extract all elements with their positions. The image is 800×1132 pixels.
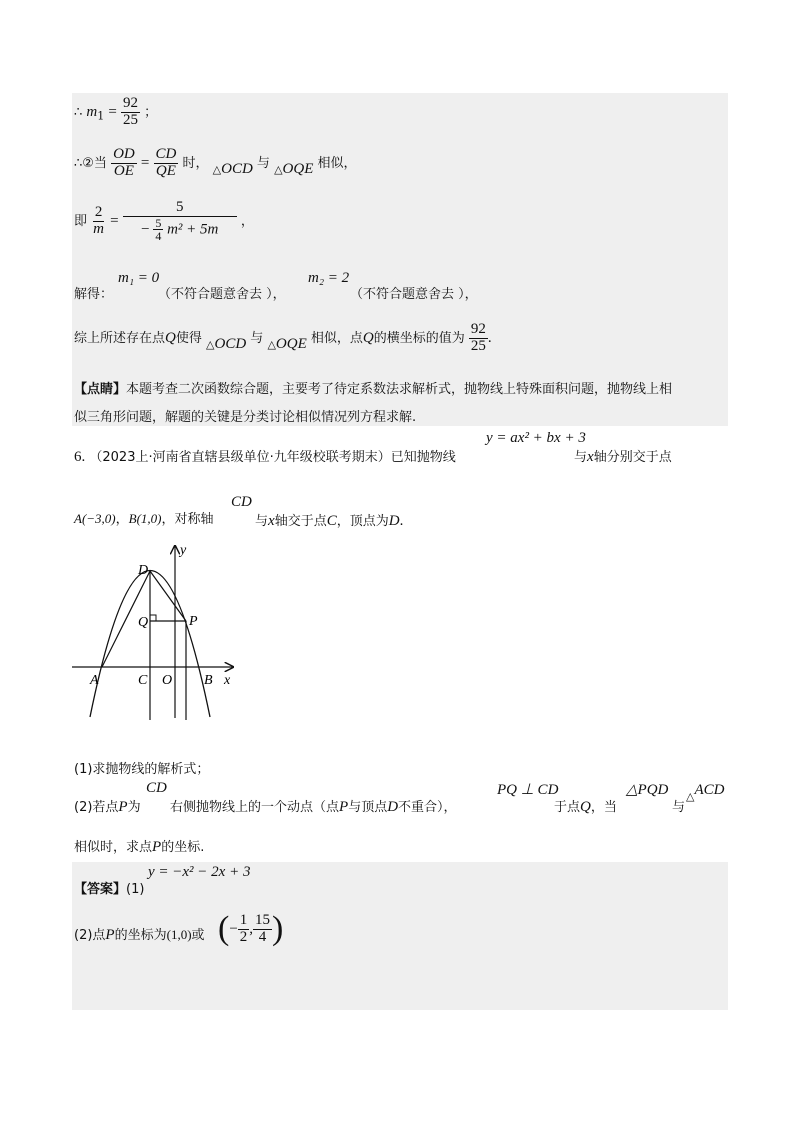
comma: , <box>249 920 254 937</box>
label-c: C <box>138 673 148 688</box>
problem6-line2 <box>74 508 214 527</box>
point-d: D <box>387 799 399 815</box>
numerator: 15 <box>255 911 271 928</box>
numerator: 1 <box>239 911 248 928</box>
point-c: C <box>326 513 337 529</box>
question-text: 相似时，求点 <box>74 840 153 855</box>
point-p: P <box>105 927 115 943</box>
question-text: ，当 <box>590 800 617 815</box>
numerator: 92 <box>470 321 486 337</box>
denominator-tail: m² + 5m <box>167 221 219 238</box>
and-text: 与 <box>256 155 270 171</box>
question-text: 的坐标. <box>161 840 205 855</box>
problem-text: 轴分别交于点 <box>593 450 672 465</box>
comment-tag: 【点睛】 <box>74 382 127 397</box>
var-x: x <box>587 449 594 465</box>
problem-text: ，顶点为 <box>336 514 389 529</box>
label-y: y <box>180 543 187 558</box>
answer-1-label: (1) <box>126 882 145 897</box>
separator: ， <box>115 512 129 527</box>
reject-note-2: （不符合题意舍去 ）， <box>350 287 478 302</box>
comment-text-2: 似三角形问题，解题的关键是分类讨论相似情况列方程求解. <box>74 410 417 425</box>
numerator: OD <box>113 146 135 162</box>
solve-lead: 解得： <box>74 287 114 302</box>
numerator: 2 <box>94 204 103 221</box>
answer-1-equation: y = −x² − 2x + 3 <box>148 864 251 880</box>
answer-text: 的坐标为 <box>114 928 167 943</box>
label-b: B <box>204 673 213 688</box>
summary-line <box>74 322 492 355</box>
triangle-oqe: OQE <box>282 160 314 177</box>
or-text: 或 <box>191 928 205 943</box>
and-text: 与 <box>672 800 686 815</box>
question-2-line1 <box>74 796 141 816</box>
triangle-symbol: △ <box>206 337 215 351</box>
problem6-line2-tail <box>255 510 403 530</box>
problem6-line1-tail <box>574 446 672 466</box>
point-d: D <box>388 513 400 529</box>
denominator: 4 <box>155 229 162 244</box>
numerator: 92 <box>123 95 139 111</box>
fraction-cd-qe <box>154 147 179 180</box>
denominator: QE <box>155 162 176 179</box>
parabola-equation: y = ax² + bx + 3 <box>486 430 586 446</box>
problem-text: ，对称轴 <box>161 512 214 527</box>
answer-line-1 <box>74 878 144 897</box>
segment-cd: CD <box>231 494 252 510</box>
question-text: 与顶点 <box>348 800 388 815</box>
triangle-oqe: OQE <box>275 335 307 352</box>
solution-shade-top <box>72 93 728 426</box>
question-text: 于点 <box>554 800 581 815</box>
summary-text: 相似，点 <box>310 330 363 346</box>
question-2-line2 <box>74 836 204 856</box>
answer-line-2 <box>74 924 205 944</box>
triangle-ocd: OCD <box>214 335 247 352</box>
question-text: 不重合）， <box>398 800 457 815</box>
segment-cd: CD <box>146 780 167 796</box>
problem-text: 轴交于点 <box>274 514 327 529</box>
numerator: 5 <box>123 200 237 217</box>
when-text: 时， <box>182 155 209 171</box>
similar-text: 相似， <box>317 155 357 171</box>
answer-point-2 <box>218 912 283 946</box>
numerator: 5 <box>155 215 162 230</box>
answer-tag: 【答案】 <box>74 882 127 897</box>
triangle-acd: ACD <box>694 782 725 798</box>
point-q: Q <box>580 799 591 815</box>
and-text: 与 <box>255 514 269 529</box>
triangle-acd-wrap <box>686 782 725 803</box>
fraction-rhs <box>123 200 237 243</box>
perpendicular-pq-cd: PQ ⊥ CD <box>497 782 559 798</box>
minus-sign: − <box>141 221 150 238</box>
point-q: Q <box>362 329 374 346</box>
denominator: 25 <box>470 337 486 354</box>
triangle-symbol: △ <box>212 162 222 176</box>
segment-dp <box>150 571 186 621</box>
period: . <box>399 513 404 529</box>
answer-2-label: (2)点 <box>74 928 106 943</box>
m1-result-line <box>74 96 157 129</box>
case2-lead: ∴②当 <box>74 155 107 171</box>
ji-equation-line <box>74 200 254 243</box>
parabola-figure <box>68 542 248 732</box>
denominator: 4 <box>258 928 267 945</box>
therefore-symbol: ∴ <box>74 104 83 120</box>
question-text: 为 <box>127 800 141 815</box>
fraction-15-4 <box>253 913 272 946</box>
triangle-symbol: △ <box>274 162 283 176</box>
point-p: P <box>152 839 162 855</box>
triangle-pqd: △PQD <box>626 782 669 798</box>
case2-line <box>74 147 357 180</box>
point-b: B(1,0) <box>128 511 162 526</box>
m1-zero: m₁ = 0 <box>118 270 160 286</box>
label-x: x <box>224 673 231 688</box>
fraction-od-oe <box>111 147 137 180</box>
point-p: P <box>339 799 349 815</box>
triangle-ocd: OCD <box>221 160 253 177</box>
reject-note-1: （不符合题意舍去 ）， <box>158 287 286 302</box>
label-o: O <box>162 673 173 688</box>
question-1: (1)求抛物线的解析式； <box>74 762 210 777</box>
summary-text: 的横坐标的值为 <box>373 330 465 346</box>
and-text: 与 <box>250 330 264 346</box>
ji-lead: 即 <box>74 213 88 229</box>
question-text: 右侧抛物线上的一个动点（点 <box>170 800 340 815</box>
semicolon: ； <box>144 104 158 120</box>
denominator: m <box>93 220 104 237</box>
comment-text: 本题考查二次函数综合题，主要考了待定系数法求解析式，抛物线上特殊面积问题，抛物线上相 <box>126 382 673 397</box>
denominator <box>139 217 220 243</box>
comment-line-1 <box>74 378 672 397</box>
solve-line <box>74 283 113 302</box>
label-q: Q <box>138 615 149 630</box>
summary-text: 使得 <box>175 330 202 346</box>
m2-two: m₂ = 2 <box>308 270 350 286</box>
minus-sign: − <box>229 920 238 937</box>
triangle-symbol: △ <box>686 790 695 803</box>
question-2-line1-mid <box>170 796 457 816</box>
equals: = <box>110 212 119 229</box>
point-q: Q <box>165 329 176 346</box>
point-p: P <box>118 799 128 815</box>
subscript: 1 <box>97 109 105 123</box>
question-2-lead: (2)若点 <box>74 800 119 815</box>
fraction-92-25 <box>469 322 488 355</box>
equals: = <box>108 103 117 120</box>
point-a: A(−3,0) <box>74 511 116 526</box>
fraction-5-4 <box>153 217 163 243</box>
var-m: m <box>86 103 98 120</box>
denominator: 2 <box>239 928 248 945</box>
left-paren: ( <box>218 910 230 947</box>
triangle-symbol: △ <box>267 337 276 351</box>
fraction-1-2 <box>238 913 250 946</box>
problem6-line1 <box>74 446 456 466</box>
fraction-92-25 <box>121 96 140 129</box>
var-x: x <box>268 513 275 529</box>
fraction-2-m <box>91 205 106 238</box>
problem-source: （2023上·河南省直辖县级单位·九年级校联考期末）已知抛物线 <box>89 450 456 465</box>
label-d: D <box>138 563 149 578</box>
denominator: 25 <box>123 111 139 128</box>
numerator: CD <box>155 146 177 162</box>
and-text: 与 <box>574 450 588 465</box>
problem-number: 6. <box>74 449 86 465</box>
answer-point-1: (1,0) <box>166 927 192 942</box>
summary-text: 综上所述存在点 <box>74 330 166 346</box>
question-2-line1-tail <box>554 796 617 816</box>
label-a: A <box>90 673 99 688</box>
label-p: P <box>189 614 198 629</box>
comma: ， <box>240 213 254 229</box>
denominator: OE <box>113 162 134 179</box>
equals: = <box>140 154 150 171</box>
period: . <box>487 329 492 346</box>
right-angle-mark <box>150 615 156 621</box>
right-paren: ) <box>272 910 284 947</box>
